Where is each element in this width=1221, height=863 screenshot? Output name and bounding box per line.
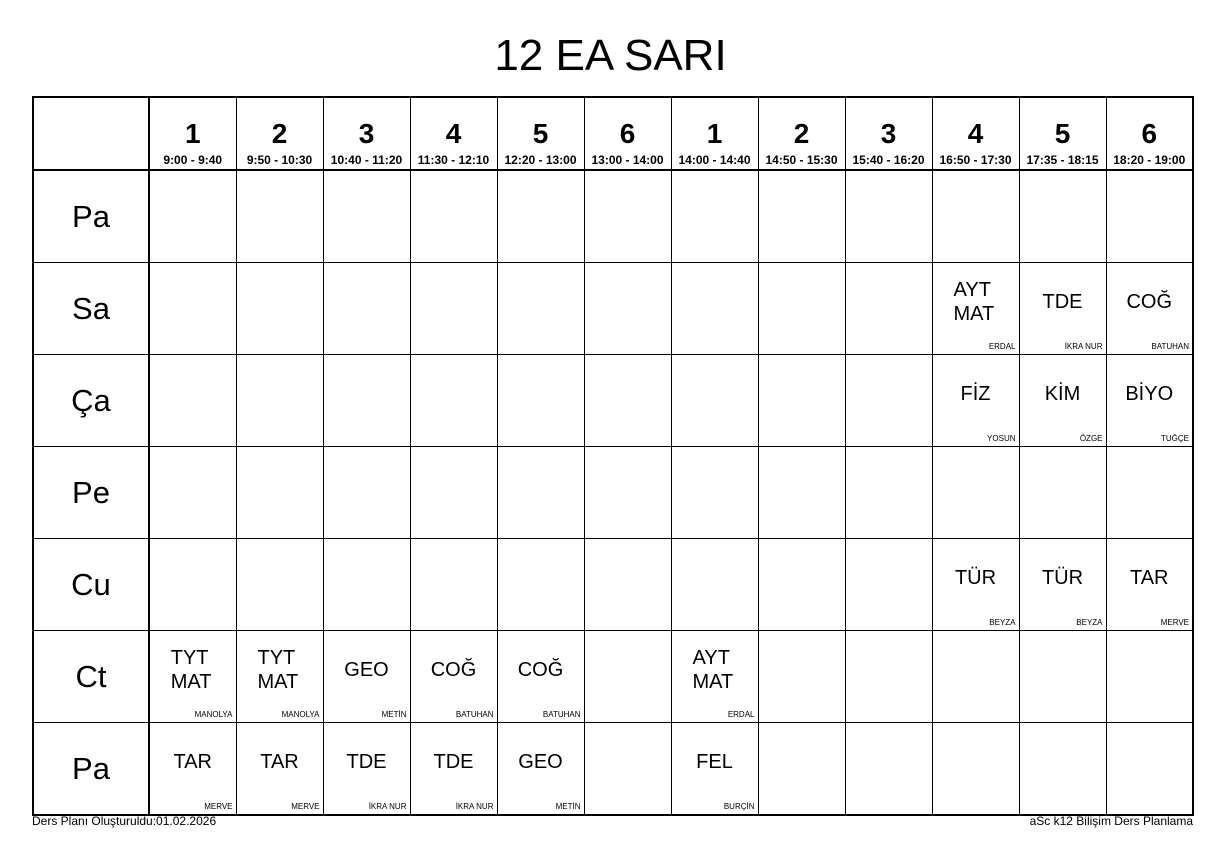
empty-cell (758, 355, 845, 447)
lesson-subject (150, 631, 236, 708)
lesson-subject-text: COĞ (1126, 290, 1173, 313)
period-header-cell (1019, 97, 1106, 170)
empty-cell (758, 723, 845, 816)
lesson-subject (411, 723, 497, 800)
empty-cell (149, 539, 236, 631)
period-number: 1 (184, 117, 201, 149)
empty-cell (497, 447, 584, 539)
empty-cell (497, 355, 584, 447)
lesson-cell (323, 723, 410, 816)
day-label: Sa (33, 263, 149, 355)
lesson-subject-text: TDE (346, 750, 387, 773)
period-header-cell (584, 97, 671, 170)
lesson-subject (933, 355, 1019, 432)
period-header-cell (758, 97, 845, 170)
period-header-cell (932, 97, 1019, 170)
empty-cell (410, 263, 497, 355)
empty-cell (671, 355, 758, 447)
lesson-subject (1107, 539, 1193, 616)
empty-cell (758, 263, 845, 355)
lesson-subject (1107, 263, 1193, 340)
lesson-cell (1106, 263, 1193, 355)
empty-cell (584, 539, 671, 631)
empty-cell (584, 447, 671, 539)
period-time: 14:00 - 14:40 (678, 152, 751, 167)
lesson-teacher: ERDAL (727, 710, 755, 719)
period-number: 3 (358, 117, 375, 149)
empty-cell (323, 355, 410, 447)
lesson-cell (497, 631, 584, 723)
period-number: 5 (532, 117, 549, 149)
period-time: 9:00 - 9:40 (163, 152, 223, 167)
period-header-cell (410, 97, 497, 170)
empty-cell (758, 447, 845, 539)
empty-cell (1019, 170, 1106, 263)
day-label: Pa (33, 723, 149, 816)
lesson-cell (149, 723, 236, 816)
empty-cell (584, 631, 671, 723)
lesson-subject-text: TÜR (954, 566, 997, 589)
period-number: 2 (793, 117, 810, 149)
empty-cell (1106, 170, 1193, 263)
period-header-cell (149, 97, 236, 170)
period-time: 14:50 - 15:30 (765, 152, 838, 167)
lesson-subject (324, 631, 410, 708)
period-header-cell (845, 97, 932, 170)
lesson-cell (1019, 539, 1106, 631)
period-number: 4 (445, 117, 462, 149)
empty-cell (497, 539, 584, 631)
lesson-subject (324, 723, 410, 800)
lesson-subject (1107, 355, 1193, 432)
lesson-subject (1020, 355, 1106, 432)
period-time: 18:20 - 19:00 (1113, 152, 1186, 167)
empty-cell (410, 447, 497, 539)
lesson-subject-text: TAR (173, 750, 212, 773)
empty-cell (497, 263, 584, 355)
lesson-teacher: BEYZA (1076, 618, 1103, 627)
empty-cell (845, 170, 932, 263)
lesson-teacher: ÖZGE (1079, 434, 1103, 443)
lesson-cell (1106, 355, 1193, 447)
empty-cell (1019, 631, 1106, 723)
period-time: 17:35 - 18:15 (1026, 152, 1099, 167)
lesson-subject-text: GEO (344, 658, 389, 681)
period-header-row (33, 97, 1193, 170)
lesson-cell (1019, 355, 1106, 447)
lesson-subject (411, 631, 497, 708)
lesson-teacher: MERVE (1160, 618, 1189, 627)
empty-cell (236, 263, 323, 355)
day-label: Pe (33, 447, 149, 539)
period-number: 1 (706, 117, 723, 149)
lesson-cell (236, 723, 323, 816)
footer-created-date: Ders Planı Oluşturuldu:01.02.2026 (32, 814, 217, 828)
empty-cell (323, 447, 410, 539)
lesson-subject-text: TAR (260, 750, 299, 773)
lesson-cell (671, 723, 758, 816)
lesson-teacher: METİN (555, 802, 581, 811)
empty-cell (932, 723, 1019, 816)
empty-cell (845, 631, 932, 723)
period-number: 4 (967, 117, 984, 149)
empty-cell (236, 170, 323, 263)
lesson-teacher: TUĞÇE (1161, 434, 1189, 443)
period-time: 11:30 - 12:10 (417, 152, 490, 167)
lesson-teacher: İKRA NUR (368, 802, 407, 811)
lesson-subject-text: FEL (696, 750, 733, 773)
empty-cell (1106, 631, 1193, 723)
lesson-cell (1106, 539, 1193, 631)
lesson-teacher: BATUHAN (1151, 342, 1189, 351)
empty-cell (758, 170, 845, 263)
period-header-cell (236, 97, 323, 170)
period-time: 12:20 - 13:00 (504, 152, 577, 167)
lesson-subject-text: COĞ (517, 658, 564, 681)
lesson-teacher: BEYZA (989, 618, 1016, 627)
lesson-subject (672, 723, 758, 800)
empty-cell (1019, 447, 1106, 539)
empty-cell (236, 355, 323, 447)
page-title: 12 EA SARI (494, 31, 727, 80)
lesson-subject-text: TYT MAT (170, 646, 212, 693)
lesson-cell (1019, 263, 1106, 355)
day-label: Pa (33, 170, 149, 263)
timetable (32, 96, 1194, 816)
lesson-teacher: BURÇİN (723, 802, 755, 811)
empty-cell (236, 447, 323, 539)
period-time: 16:50 - 17:30 (939, 152, 1012, 167)
period-header-cell (671, 97, 758, 170)
lesson-teacher: BATUHAN (455, 710, 494, 719)
lesson-subject-text: GEO (518, 750, 563, 773)
empty-cell (932, 170, 1019, 263)
footer-software-credit: aSc k12 Bilişim Ders Planlama (1029, 814, 1193, 828)
day-label: Cu (33, 539, 149, 631)
period-time: 10:40 - 11:20 (330, 152, 403, 167)
lesson-subject (933, 539, 1019, 616)
lesson-subject (672, 631, 758, 708)
empty-cell (671, 170, 758, 263)
lesson-teacher: MANOLYA (194, 710, 233, 719)
lesson-cell (497, 723, 584, 816)
lesson-teacher: BATUHAN (542, 710, 581, 719)
lesson-cell (932, 539, 1019, 631)
day-label: Ct (33, 631, 149, 723)
period-number: 2 (271, 117, 288, 149)
lesson-teacher: YOSUN (987, 434, 1016, 443)
lesson-subject-text: BİYO (1125, 382, 1174, 405)
lesson-teacher: METİN (381, 710, 407, 719)
lesson-teacher: İKRA NUR (455, 802, 494, 811)
empty-cell (149, 447, 236, 539)
day-row (33, 447, 1193, 539)
lesson-cell (671, 631, 758, 723)
lesson-subject (150, 723, 236, 800)
lesson-subject (498, 723, 584, 800)
lesson-subject-text: KİM (1044, 382, 1081, 405)
empty-cell (410, 539, 497, 631)
empty-cell (236, 539, 323, 631)
empty-cell (845, 263, 932, 355)
empty-cell (584, 170, 671, 263)
empty-cell (149, 355, 236, 447)
empty-cell (584, 723, 671, 816)
lesson-teacher: İKRA NUR (1064, 342, 1103, 351)
empty-cell (323, 539, 410, 631)
period-number: 6 (619, 117, 636, 149)
empty-cell (671, 263, 758, 355)
empty-cell (932, 631, 1019, 723)
lesson-subject (237, 631, 323, 708)
empty-cell (323, 170, 410, 263)
lesson-cell (932, 263, 1019, 355)
lesson-cell (149, 631, 236, 723)
empty-cell (758, 631, 845, 723)
empty-cell (845, 723, 932, 816)
lesson-teacher: ERDAL (988, 342, 1016, 351)
lesson-teacher: MANOLYA (281, 710, 320, 719)
lesson-subject (237, 723, 323, 800)
day-row (33, 170, 1193, 263)
lesson-subject (498, 631, 584, 708)
day-row (33, 539, 1193, 631)
lesson-cell (410, 631, 497, 723)
empty-cell (845, 539, 932, 631)
empty-cell (149, 170, 236, 263)
empty-cell (149, 263, 236, 355)
lesson-teacher: MERVE (204, 802, 233, 811)
lesson-subject (1020, 263, 1106, 340)
lesson-cell (323, 631, 410, 723)
lesson-subject-text: FİZ (960, 382, 991, 405)
lesson-cell (236, 631, 323, 723)
empty-cell (758, 539, 845, 631)
lesson-subject-text: COĞ (430, 658, 477, 681)
period-number: 3 (880, 117, 897, 149)
period-time: 9:50 - 10:30 (246, 152, 313, 167)
day-row (33, 263, 1193, 355)
period-header-cell (1106, 97, 1193, 170)
empty-cell (1106, 723, 1193, 816)
empty-cell (410, 355, 497, 447)
lesson-teacher: MERVE (291, 802, 320, 811)
lesson-subject-text: TDE (433, 750, 474, 773)
lesson-subject-text: TDE (1042, 290, 1083, 313)
empty-cell (1106, 447, 1193, 539)
lesson-subject (933, 263, 1019, 340)
day-row (33, 723, 1193, 816)
empty-cell (1019, 723, 1106, 816)
lesson-subject-text: AYT MAT (692, 646, 734, 693)
day-label: Ça (33, 355, 149, 447)
empty-cell (584, 263, 671, 355)
empty-cell (932, 447, 1019, 539)
period-number: 5 (1054, 117, 1071, 149)
period-time: 13:00 - 14:00 (591, 152, 664, 167)
period-header-cell (323, 97, 410, 170)
period-time: 15:40 - 16:20 (852, 152, 925, 167)
lesson-subject (1020, 539, 1106, 616)
lesson-subject-text: AYT MAT (953, 278, 995, 325)
empty-cell (845, 355, 932, 447)
empty-cell (671, 447, 758, 539)
empty-cell (323, 263, 410, 355)
empty-cell (584, 355, 671, 447)
lesson-cell (932, 355, 1019, 447)
empty-cell (410, 170, 497, 263)
day-row (33, 631, 1193, 723)
lesson-subject-text: TAR (1129, 566, 1169, 589)
empty-cell (497, 170, 584, 263)
lesson-subject-text: TYT MAT (257, 646, 299, 693)
day-row (33, 355, 1193, 447)
empty-cell (671, 539, 758, 631)
header-corner-cell (33, 97, 149, 170)
period-header-cell (497, 97, 584, 170)
lesson-subject-text: TÜR (1041, 566, 1084, 589)
lesson-cell (410, 723, 497, 816)
period-number: 6 (1141, 117, 1158, 149)
empty-cell (845, 447, 932, 539)
